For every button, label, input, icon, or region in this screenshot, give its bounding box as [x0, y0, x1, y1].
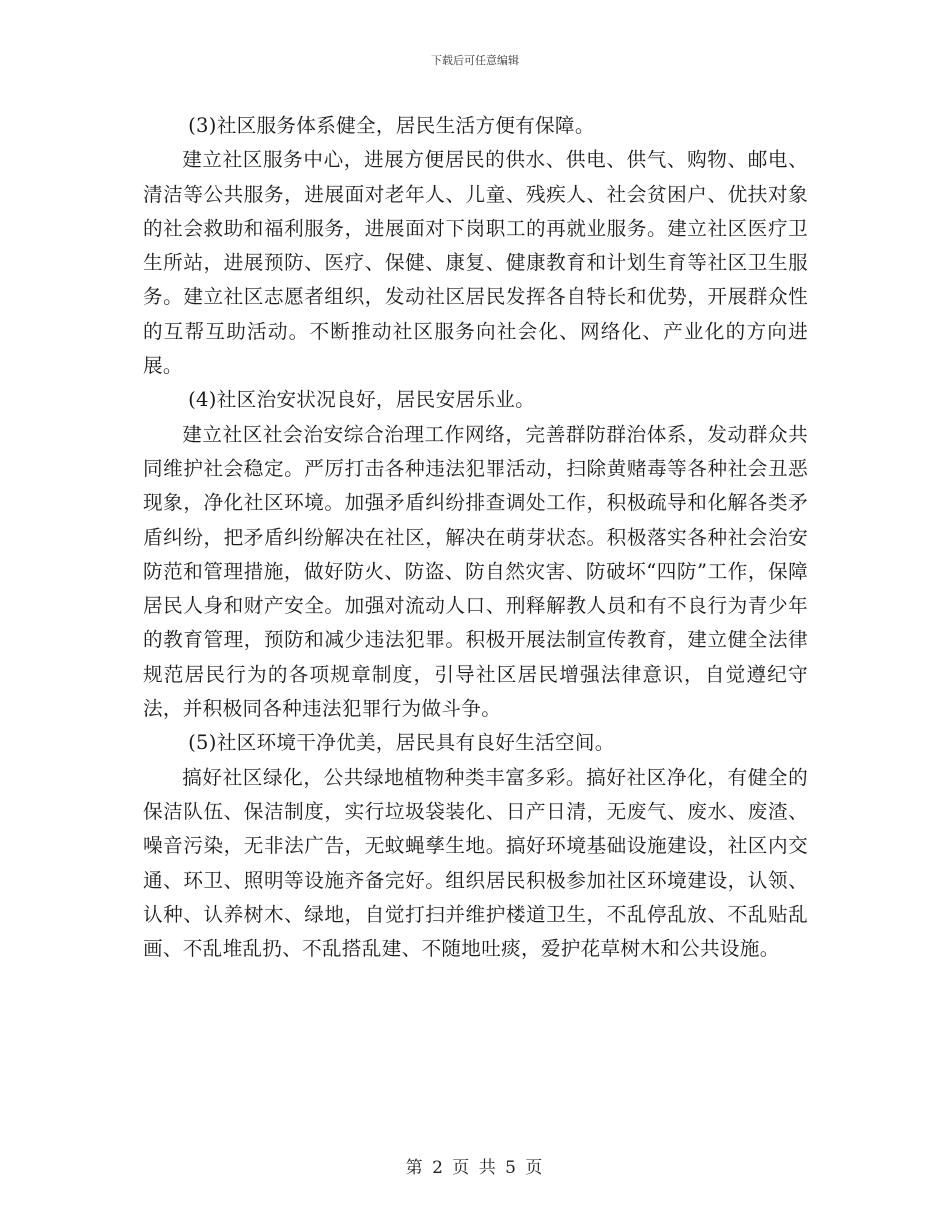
body-paragraph-5: 搞好社区绿化，公共绿地植物种类丰富多彩。搞好社区净化，有健全的保洁队伍、保洁制度，实行垃圾袋装化、日产日清，无废气、废水、废渣、噪音污染，无非法广告，无蚊蝇孳生地。搞好环境基础设施建设，社区内交通、环卫、照明等设施齐备完好。组织居民积极参加社区环境建设，认领、认种、认养树木、绿地，自觉打扫并维护楼道卫生，不乱停乱放、不乱贴乱画、不乱堆乱扔、不乱搭乱建、不随地吐痰，爱护花草树木和公共设施。	[143, 765, 808, 961]
body-paragraph-3: 建立社区服务中心，进展方便居民的供水、供电、供气、购物、邮电、清洁等公共服务，进展面对老年人、儿童、残疾人、社会贫困户、优扶对象的社会救助和福利服务，进展面对下岗职工的再就业服务。建立社区医疗卫生所站，进展预防、医疗、保健、康复、健康教育和计划生育等社区卫生服务。建立社区志愿者组织，发动社区居民发挥各自特长和优势，开展群众性的互帮互助活动。不断推动社区服务向社会化、网络化、产业化的方向进展。	[143, 148, 808, 378]
section-heading-4: (4)社区治安状况良好，居民安居乐业。	[188, 388, 536, 412]
section-heading-3: (3)社区服务体系健全，居民生活方便有保障。	[188, 114, 595, 137]
section-heading-5: (5)社区环境干净优美，居民具有良好生活空间。	[188, 731, 615, 755]
document-body	[143, 109, 808, 966]
page-header: 下载后可任意编辑	[431, 54, 519, 67]
page-footer: 第 2 页 共 5 页	[405, 1158, 545, 1178]
body-paragraph-4: 建立社区社会治安综合治理工作网络，完善群防群治体系，发动群众共同维护社会稳定。严厉打击各种违法犯罪活动，扫除黄赌毒等各种社会丑恶现象，净化社区环境。加强矛盾纠纷排查调处工作，积极疏导和化解各类矛盾纠纷，把矛盾纠纷解决在社区，解决在萌芽状态。积极落实各种社会治安防范和管理措施，做好防火、防盗、防自然灾害、防破坏“四防”工作，保障居民人身和财产安全。加强对流动人口、刑释解教人员和有不良行为青少年的教育管理，预防和减少违法犯罪。积极开展法制宣传教育，建立健全法律规范居民行为的各项规章制度，引导社区居民增强法律意识，自觉遵纪守法，并积极同各种违法犯罪行为做斗争。	[143, 422, 808, 721]
